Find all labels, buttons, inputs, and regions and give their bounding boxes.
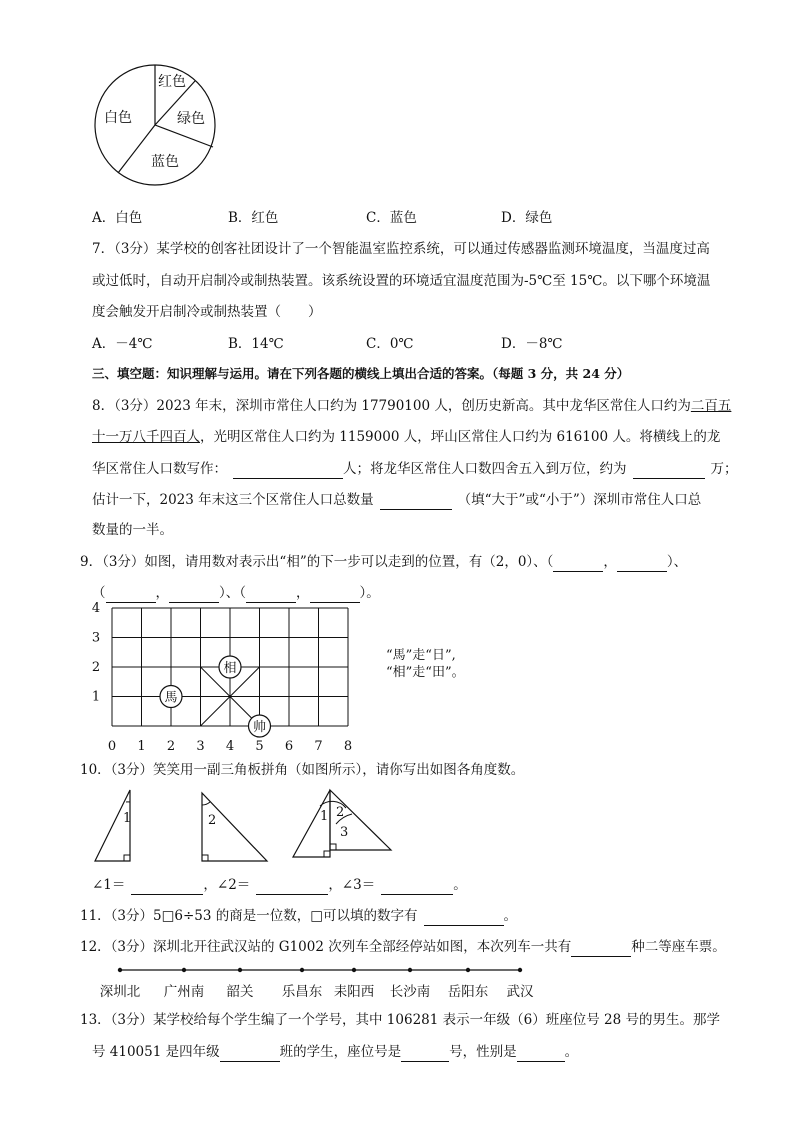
q8-blank-compare[interactable] [380,493,452,510]
q11-text: 11．（3分）5□6÷53 的商是一位数，□可以填的数字有 [80,908,418,924]
q9-sep-2: ， [155,585,169,601]
triangle-figure-combined [290,786,396,864]
q12-line [80,937,726,957]
q8-line2 [92,427,720,447]
angle-1-label: 1 [123,811,132,826]
q9-end-2: ）。 [359,585,380,601]
q13-blank-class[interactable] [220,1045,280,1062]
station-label: 岳阳东 [447,984,489,1000]
pie-diagram [94,62,218,188]
q9-sep-3: ， [296,585,310,601]
q7-option-a: A．－4℃ [92,336,153,352]
x-tick-label: 1 [137,739,146,754]
station-label: 长沙南 [389,984,431,1000]
x-tick-label: 3 [196,739,205,754]
station-label: 乐昌东 [281,984,323,1000]
pie-label-white: 白色 [104,110,132,126]
q9-line1 [80,552,687,572]
q10-angle1-prefix: ∠1＝ [92,877,126,893]
station-label: 广州南 [163,984,205,1000]
q9-note-elephant: “相”走“田”。 [386,665,465,680]
y-tick-label: 3 [91,630,101,646]
q8-line4-text-b: （填“大于”或“小于”）深圳市常住人口总 [457,492,702,508]
q10-line: 10．（3分）笑笑用一副三角板拼角（如图所示），请你写出如图各角度数。 [80,762,525,778]
station-label: 武汉 [506,984,534,1000]
chess-grid-diagram [84,600,364,758]
q7-line2: 或过低时，自动开启制冷或制热装置。该系统设置的环境适宜温度范围为-5℃至 15℃。以下哪个环境温 [92,273,711,289]
q13-line1: 13．（3分）某学校给每个学生编了一个学号，其中 106281 表示一年级（6）班座位号 28 号的男生。那学 [80,1012,720,1028]
combined-angle-1-label: 1 [320,809,329,824]
q8-line3-text-b: 人；将龙华区常住人口数四舍五入到万位，约为 [343,461,627,477]
q8-blank-written[interactable] [233,462,343,479]
q7-line1: 7．（3分）某学校的创客社团设计了一个智能温室监控系统，可以通过传感器监测环境温度，当温度过高 [92,241,710,257]
station-dot [118,968,122,972]
q9-line1-text: 9．（3分）如图，请用数对表示出“相”的下一步可以走到的位置，有（2，0）、（ [80,554,554,570]
q8-underlined-number-end: 十一万八千四百人 [92,429,200,445]
q8-line3-text-a: 华区常住人口数写作： [92,461,227,477]
q10-answers [92,875,467,895]
q7-option-b: B．14℃ [228,336,284,352]
q9-mid-2: ）、（ [219,585,246,601]
station-dot [352,968,356,972]
q8-line3-text-c: 万； [710,461,738,477]
q10-angle2-prefix: ，∠2＝ [203,877,251,893]
y-tick-label: 2 [91,660,101,675]
x-tick-label: 8 [343,739,353,754]
triangle-figure-2 [196,790,276,864]
q12-text-end: 种二等座车票。 [631,939,726,955]
triangle-figure-1 [90,788,150,864]
combined-angle-2-label: 2 [336,805,345,820]
y-tick-label: 1 [91,689,101,705]
station-dot [408,968,412,972]
q11-end: 。 [503,908,517,924]
q9-open-2: （ [92,585,106,601]
q13-text-c: 号，性别是 [449,1044,517,1060]
q9-note-horse: “馬”走“日”, [386,648,456,663]
q6-option-c: C．蓝色 [366,210,417,226]
pie-label-red: 红色 [158,74,186,90]
q13-end: 。 [564,1044,579,1060]
combined-angle-3-label: 3 [340,825,349,840]
x-tick-label: 4 [225,739,235,754]
q7-option-d: D．－8℃ [501,336,563,352]
q9-sep-1: ， [603,554,617,570]
q11-line [80,906,517,926]
station-label: 深圳北 [99,984,141,1000]
x-tick-label: 5 [255,739,264,754]
station-dot [466,968,470,972]
q10-blank-angle2[interactable] [256,878,328,895]
q8-line1-text: 8．（3分）2023 年末，深圳市常住人口约为 17790100 人，创历史新高。其中龙华区常住人口约为 [92,398,691,414]
chess-piece-label: 帅 [252,720,267,735]
q8-line3 [92,459,738,479]
q7-line3: 度会触发开启制冷或制热装置（ ） [92,304,322,320]
q10-angle3-prefix: ，∠3＝ [328,877,376,893]
station-dot [300,968,304,972]
angle-2-label: 2 [208,813,217,828]
y-tick-label: 4 [91,601,101,616]
x-tick-label: 0 [107,739,117,754]
q12-blank[interactable] [571,940,631,957]
x-tick-label: 2 [166,739,176,754]
q9-blank-1a[interactable] [553,555,603,572]
q13-line2 [92,1042,578,1062]
chess-piece-label: 相 [223,661,237,676]
q8-line1 [92,396,731,416]
q10-end: 。 [453,877,467,893]
q11-blank[interactable] [424,909,504,926]
q8-line5: 数量的一半。 [92,522,173,538]
q6-option-d: D．绿色 [501,210,553,226]
q8-blank-rounded[interactable] [633,462,705,479]
x-tick-label: 7 [314,739,323,754]
q9-close-1: ）、 [666,554,688,570]
q6-option-a: A．白色 [92,210,143,226]
q13-blank-seat[interactable] [401,1045,449,1062]
q8-underlined-number-start: 二百五 [690,398,732,414]
train-route-diagram [84,960,544,1002]
q13-text-b: 班的学生，座位号是 [279,1044,402,1060]
pie-label-green: 绿色 [177,111,205,127]
q10-blank-angle1[interactable] [131,878,203,895]
station-dot [238,968,242,972]
section3-heading: 三、填空题：知识理解与运用。请在下列各题的横线上填出合适的答案。（每题 3 分，共 24 分） [92,366,630,381]
q13-text-a: 号 410051 是四年级 [92,1044,220,1060]
station-dot [182,968,186,972]
pie-label-blue: 蓝色 [151,154,179,170]
q6-option-b: B．红色 [228,210,279,226]
q7-option-c: C．0℃ [366,336,414,352]
q13-blank-gender[interactable] [517,1045,565,1062]
q8-line4 [92,490,701,510]
chess-piece-label: 馬 [164,690,178,706]
q9-blank-1b[interactable] [617,555,667,572]
station-dot [518,968,522,972]
station-label: 耒阳西 [333,984,375,1000]
x-tick-label: 6 [284,739,294,754]
q10-blank-angle3[interactable] [381,878,453,895]
q8-line4-text-a: 估计一下，2023 年末这三个区常住人口总数量 [92,492,374,508]
station-label: 韶关 [226,984,254,1000]
q12-text: 12．（3分）深圳北开往武汉站的 G1002 次列车全部经停站如图，本次列车一共有 [80,939,572,955]
q8-line2-text: ，光明区常住人口约为 1159000 人，坪山区常住人口约为 616100 人。将横线上的龙 [200,429,721,445]
